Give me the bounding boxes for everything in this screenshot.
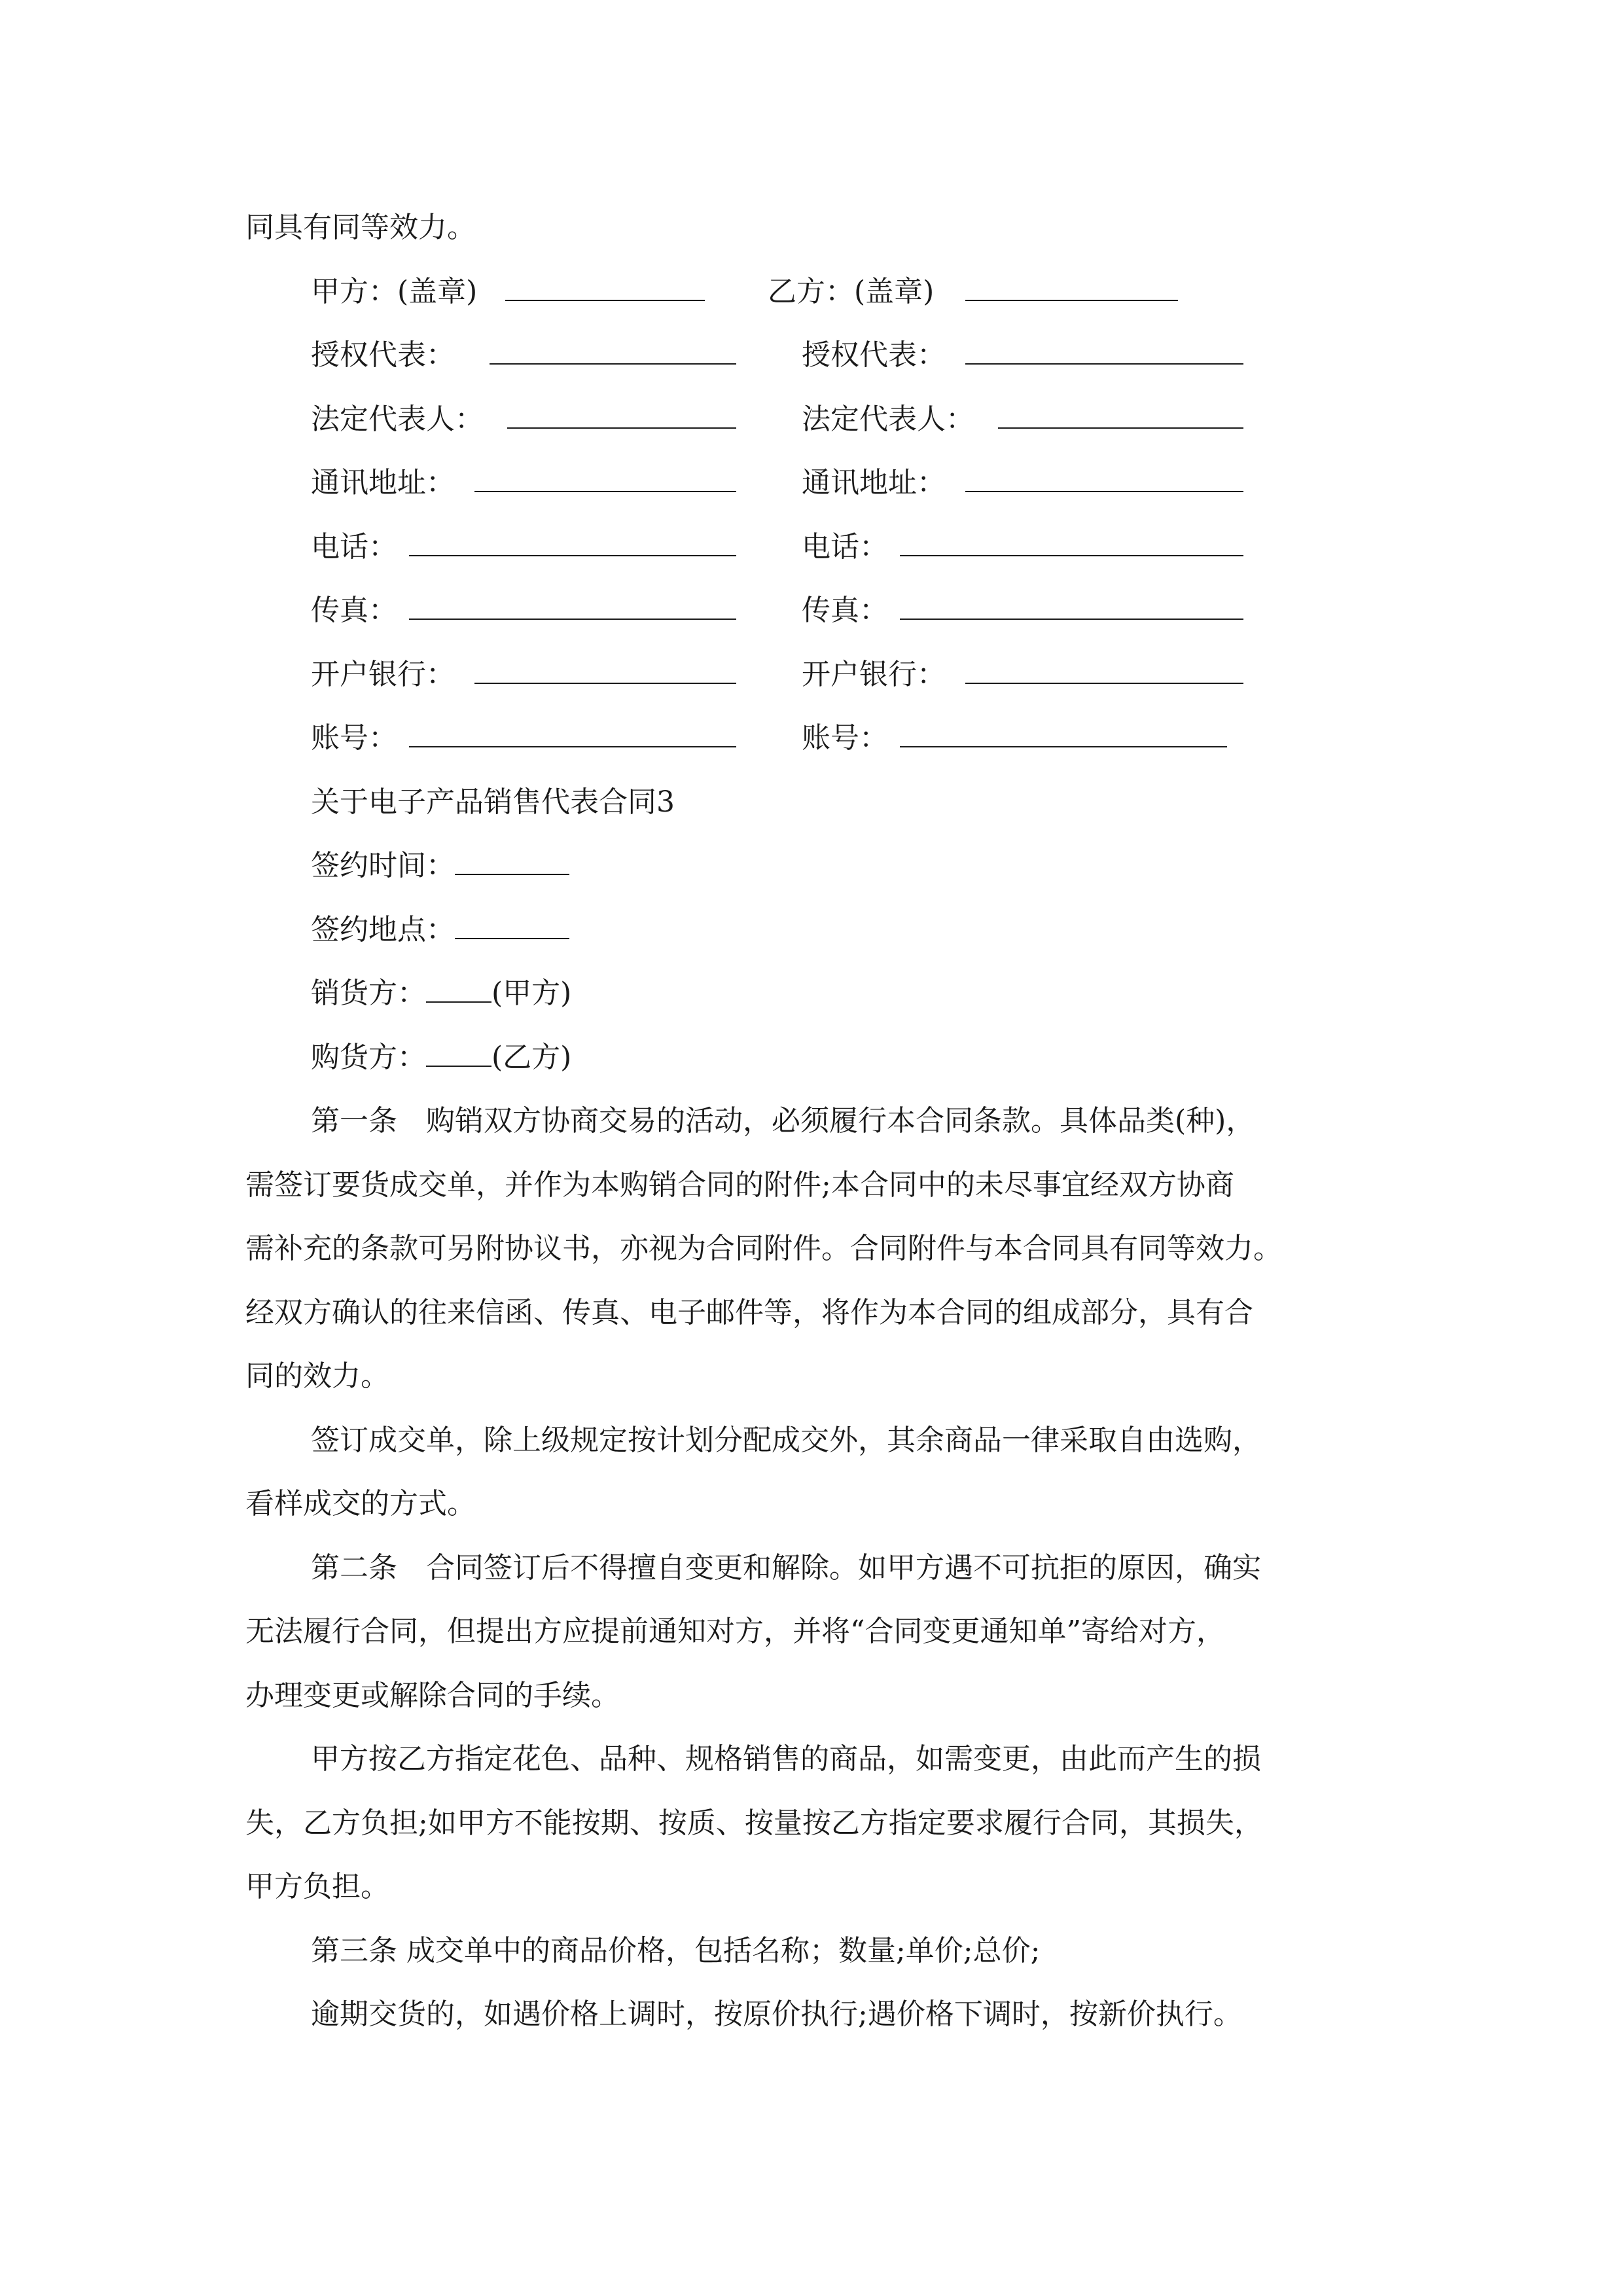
party-a-phone-label: 电话： [311, 530, 397, 564]
paragraph-line: 签订成交单，除上级规定按计划分配成交外，其余商品一律采取自由选购， [311, 1424, 1261, 1457]
party-a-legal-rep-label: 法定代表人： [311, 403, 484, 436]
party-b-fax-label: 传真： [802, 594, 888, 627]
party-a-seal-blank [505, 272, 705, 312]
party-a-phone-blank [409, 528, 736, 567]
paragraph-line: 失，乙方负担;如甲方不能按期、按质、按量按乙方指定要求履行合同，其损失， [245, 1806, 1263, 1840]
party-a-legal-rep-blank [507, 400, 736, 439]
paragraph-line: 需签订要货成交单，并作为本购销合同的附件;本合同中的未尽事宜经双方协商 [245, 1168, 1234, 1202]
buyer-suffix: (乙方) [491, 1041, 572, 1074]
sign-place-blank [455, 912, 569, 939]
paragraph-line: 经双方确认的往来信函、传真、电子邮件等，将作为本合同的组成部分，具有合 [245, 1296, 1253, 1329]
continuation-text: 同具有同等效力。 [245, 211, 476, 244]
party-b-bank-label: 开户银行： [802, 658, 946, 691]
signature-row-address [0, 463, 1623, 503]
paragraph-line: 甲方按乙方指定花色、品种、规格销售的商品，如需变更，由此而产生的损 [311, 1742, 1261, 1776]
sign-place-row [311, 910, 569, 950]
paragraph-line: 逾期交货的，如遇价格上调时，按原价执行;遇价格下调时，按新价执行。 [311, 1998, 1242, 2031]
party-a-fax-label: 传真： [311, 594, 397, 627]
paragraph-line: 第一条 购销双方协商交易的活动，必须履行本合同条款。具体品类(种)， [311, 1104, 1255, 1138]
party-a-bank-label: 开户银行： [311, 658, 455, 691]
party-b-phone-label: 电话： [802, 530, 888, 564]
party-a-fax-blank [409, 591, 736, 630]
party-b-address-label: 通讯地址： [802, 466, 946, 499]
sign-place-label: 签约地点： [311, 913, 455, 946]
party-b-phone-blank [900, 528, 1243, 567]
signature-row-account [0, 719, 1623, 758]
signature-row-legal-rep [0, 400, 1623, 439]
signature-row-fax [0, 591, 1623, 630]
section-title: 关于电子产品销售代表合同3 [311, 785, 675, 819]
party-a-address-blank [474, 463, 736, 503]
party-b-seal-blank [965, 272, 1178, 312]
party-b-bank-blank [965, 655, 1243, 694]
paragraph-line: 甲方负担。 [245, 1870, 389, 1903]
sign-time-blank [455, 848, 569, 875]
seller-blank [426, 975, 491, 1003]
party-a-bank-blank [474, 655, 736, 694]
seller-label: 销货方： [311, 977, 426, 1010]
sign-time-row [311, 846, 569, 886]
sign-time-label: 签约时间： [311, 849, 455, 882]
paragraph-line: 第三条 成交单中的商品价格，包括名称；数量;单价;总价; [311, 1934, 1041, 1967]
seller-suffix: (甲方) [491, 977, 572, 1010]
party-b-legal-rep-label: 法定代表人： [802, 403, 974, 436]
seller-row [311, 974, 571, 1013]
party-b-account-label: 账号： [802, 721, 888, 755]
party-a-account-label: 账号： [311, 721, 397, 755]
party-a-authorized-blank [490, 336, 736, 375]
buyer-label: 购货方： [311, 1041, 426, 1074]
buyer-row [311, 1038, 571, 1077]
party-a-authorized-label: 授权代表： [311, 338, 455, 372]
party-b-authorized-label: 授权代表： [802, 338, 946, 372]
party-b-fax-blank [900, 591, 1243, 630]
signature-row-phone [0, 528, 1623, 567]
party-a-seal-label: 甲方：(盖章) [311, 275, 478, 308]
signature-row-authorized [0, 336, 1623, 375]
paragraph-line: 看样成交的方式。 [245, 1487, 476, 1520]
paragraph-line: 第二条 合同签订后不得擅自变更和解除。如甲方遇不可抗拒的原因，确实 [311, 1551, 1261, 1585]
party-b-address-blank [965, 463, 1243, 503]
party-b-authorized-blank [965, 336, 1243, 375]
party-a-address-label: 通讯地址： [311, 466, 455, 499]
paragraph-line: 同的效力。 [245, 1359, 389, 1393]
party-b-account-blank [900, 719, 1227, 758]
signature-row-party [0, 272, 1623, 312]
party-b-legal-rep-blank [998, 400, 1243, 439]
signature-row-bank [0, 655, 1623, 694]
party-a-account-blank [409, 719, 736, 758]
buyer-blank [426, 1039, 491, 1067]
party-b-seal-label: 乙方：(盖章) [768, 275, 935, 308]
paragraph-line: 办理变更或解除合同的手续。 [245, 1679, 620, 1712]
paragraph-line: 无法履行合同，但提出方应提前通知对方，并将“合同变更通知单”寄给对方， [245, 1615, 1225, 1648]
paragraph-line: 需补充的条款可另附协议书，亦视为合同附件。合同附件与本合同具有同等效力。 [245, 1232, 1282, 1265]
